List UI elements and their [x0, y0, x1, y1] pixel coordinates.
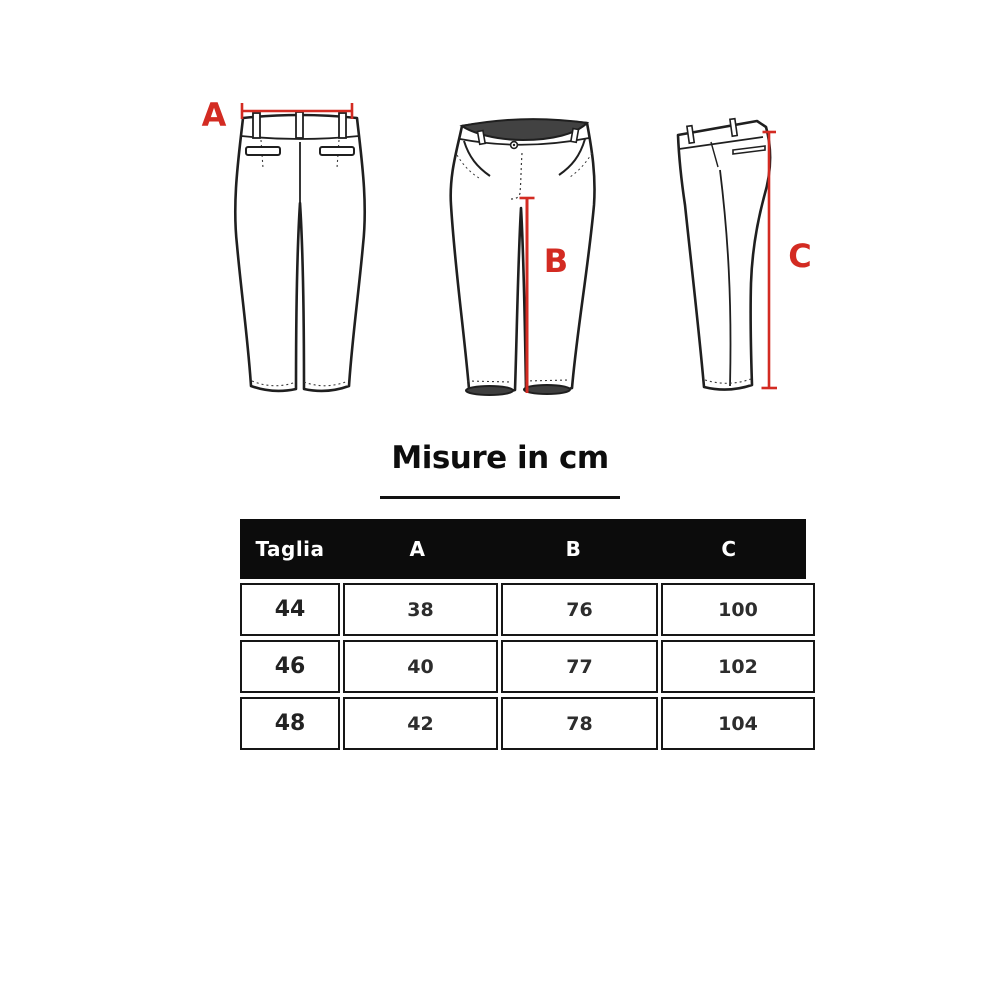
title-underline — [380, 496, 620, 499]
hem-opening — [466, 386, 513, 395]
header-cell-b: B — [565, 537, 582, 561]
size-table — [240, 519, 806, 750]
cell-measure-c: 104 — [661, 697, 815, 750]
measurement-label-a: A — [201, 96, 227, 134]
cell-measure-c: 102 — [661, 640, 815, 693]
size-chart-title: Misure in cm — [391, 440, 609, 476]
table-row — [240, 640, 806, 693]
header-cell-taglia: Taglia — [255, 537, 325, 561]
belt-loop — [253, 113, 260, 138]
hem-opening — [524, 385, 570, 394]
front-view-figure — [425, 90, 615, 410]
cell-size: 44 — [240, 583, 340, 636]
measurement-label-b: B — [543, 242, 569, 280]
back-pocket — [320, 147, 354, 155]
belt-loop — [571, 129, 579, 143]
belt-loop — [477, 131, 485, 145]
cell-measure-b: 77 — [501, 640, 658, 693]
side-view-outline — [678, 121, 770, 390]
side-view-figure — [650, 95, 825, 410]
cell-measure-a: 38 — [343, 583, 498, 636]
belt-loop — [296, 112, 303, 138]
cell-measure-a: 40 — [343, 640, 498, 693]
table-row — [240, 583, 806, 636]
back-pocket — [246, 147, 280, 155]
cell-size: 48 — [240, 697, 340, 750]
cell-measure-a: 42 — [343, 697, 498, 750]
back-view-figure — [170, 70, 430, 415]
cell-size: 46 — [240, 640, 340, 693]
cell-measure-b: 76 — [501, 583, 658, 636]
header-cell-a: A — [409, 537, 426, 561]
measurement-label-c: C — [788, 237, 812, 275]
cell-measure-c: 100 — [661, 583, 815, 636]
header-cell-c: C — [721, 537, 737, 561]
table-row — [240, 697, 806, 750]
cell-measure-b: 78 — [501, 697, 658, 750]
belt-loop — [339, 113, 346, 138]
table-header-row — [240, 519, 806, 579]
